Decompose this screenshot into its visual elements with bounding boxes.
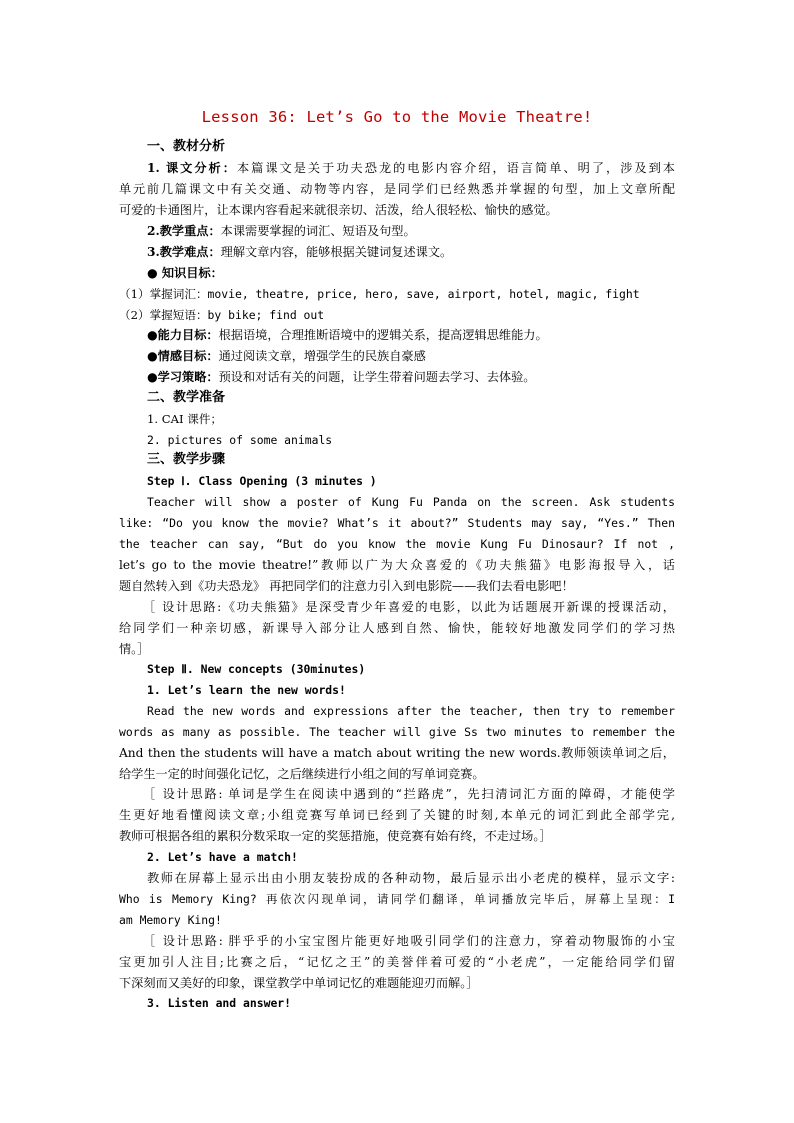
phrase-label: （2）掌握短语： [119,308,208,322]
phrase-line [119,305,675,325]
analysis-label: 1. 课文分析： [147,161,237,175]
paragraph-line: 题自然转入到《功夫恐龙》 再把同学们的注意力引入到电影院——我们去看电影吧！ [119,579,574,593]
paragraph-line: 单元前几篇课文中有关交通、动物等内容，是同学们已经熟悉并掌握的句型，加上文章所配 [119,182,675,196]
section-heading-analysis: 一、教材分析 [147,139,226,154]
vocab-line [119,284,675,304]
knowledge-goal-label: ● 知识目标： [147,266,223,280]
design-note-line: 生更好地看懂阅读文章;小组竞赛写单词已经到了关键的时刻,本单元的词汇到此全部学完, [119,808,675,822]
design-note-line: ［ 设计思路: 胖乎乎的小宝宝图片能更好地吸引同学们的注意力，穿着动物服饰的小宝 [143,934,675,948]
key-points-line: 2.教学重点：本课需要掌握的词汇、短语及句型。 [147,224,416,238]
paragraph-line: Read the new words and expressions after the teacher, then try to remember [147,704,675,718]
design-note-line: ［ 设计思路:《功夫熊猫》是深受青少年喜爱的电影，以此为话题展开新课的授课活动， [143,600,675,614]
ability-goal-label: ●能力目标： [147,328,219,342]
lesson-title: Lesson 36: Let’s Go to the Movie Theatre! [201,108,593,126]
paragraph-line: 可爱的卡通图片，让本课内容看起来就很亲切、活泼，给人很轻松、愉快的感觉。 [119,203,558,217]
paragraph-line: 教师在屏幕上显示出由小朋友装扮成的各种动物，最后显示出小老虎的模样，显示文字: [147,871,675,885]
step1-heading: Step Ⅰ. Class Opening (3 minutes ) [147,474,377,488]
preparation-item: 2. pictures of some animals [147,433,333,447]
design-note-line: 给同学们一种亲切感，新课导入部分让人感到自然、愉快，能较好地激发同学们的学习热 [119,621,675,635]
subsection-heading: 3. Listen and answer! [147,996,292,1010]
paragraph-line: Who is Memory King? 再依次闪现单词，请同学们翻译，单词播放完毕后，屏幕上呈现：I [119,892,675,906]
section-heading-steps: 三、教学步骤 [147,452,226,467]
preparation-item: 1. CAI 课件； [147,412,223,426]
key-points-label: 2.教学重点： [147,224,221,238]
difficulties-line: 3.教学难点：理解文章内容，能够根据关键词复述课文。 [147,245,453,259]
design-note-line: 宝更加引人注目;比赛之后，“记忆之王”的美誉伴着可爱的“小老虎”，一定能给同学们留 [119,955,675,969]
section-heading-preparation: 二、教学准备 [147,390,226,405]
vocab-list: movie, theatre, price, hero, save, airport, hotel, magic, fight [207,287,640,301]
paragraph-line: let’s go to the movie theatre!”教师以广为大众喜爱的《功夫熊猫》电影海报导入，话 [119,558,675,572]
design-note-line: 下深刻而又美好的印象，课堂教学中单词记忆的难题能迎刃而解。］ [119,976,479,990]
difficulties-label: 3.教学难点： [147,245,221,259]
paragraph-line: like: “Do you know the movie? What’s it about?” Students may say, “Yes.” Then [119,516,675,530]
paragraph-line: Teacher will show a poster of Kung Fu Panda on the screen. Ask students [147,495,675,509]
paragraph-line: the teacher can say, “But do you know the movie Kung Fu Dinosaur? If not , [119,537,675,551]
paragraph-line: And then the students will have a match about writing the new words.教师领读单词之后， [119,746,675,760]
design-note-line: 情。］ [119,642,150,656]
paragraph-line: 1. 课文分析：本篇课文是关于功夫恐龙的电影内容介绍，语言简单、明了，涉及到本 [147,161,675,175]
paragraph-line: 给学生一定的时间强化记忆，之后继续进行小组之间的写单词竞赛。 [119,767,485,781]
step2-heading: Step Ⅱ. New concepts (30minutes) [147,662,366,676]
paragraph-line: words as many as possible. The teacher will give Ss two minutes to remember the [119,725,675,739]
strategy-label: ●学习策略： [147,370,219,384]
subsection-heading: 1. Let’s learn the new words! [147,683,346,697]
strategy-line: ●学习策略：预设和对话有关的问题，让学生带着问题去学习、去体验。 [147,370,536,384]
phrase-list: by bike; find out [207,308,325,322]
paragraph-line: am Memory King! [119,913,222,927]
design-note-line: ［ 设计思路: 单词是学生在阅读中遇到的“拦路虎”，先扫清词汇方面的障碍，才能使学 [143,787,675,801]
vocab-label: （1）掌握词汇： [119,287,208,301]
emotion-goal-label: ●情感目标： [147,349,219,363]
design-note-line: 教师可根据各组的累积分数采取一定的奖惩措施，使竞赛有始有终，不走过场。］ [119,829,552,843]
ability-goal-line: ●能力目标：根据语境，合理推断语境中的逻辑关系，提高逻辑思维能力。 [147,328,548,342]
emotion-goal-line: ●情感目标：通过阅读文章，增强学生的民族自豪感 [147,349,426,363]
subsection-heading: 2. Let’s have a match! [147,850,298,864]
